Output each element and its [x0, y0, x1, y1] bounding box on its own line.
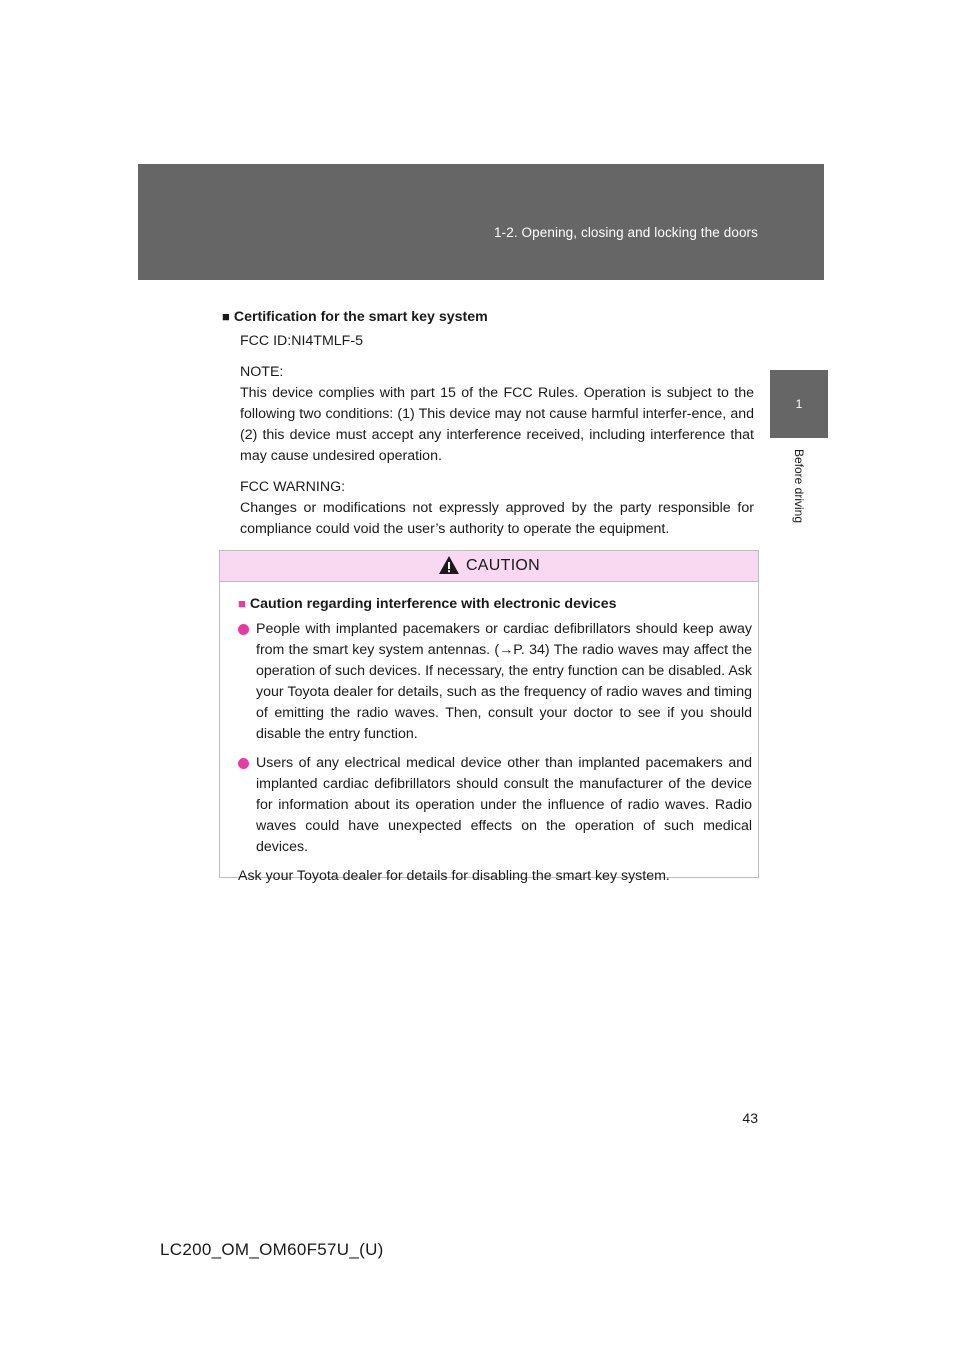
certification-heading-text: Certification for the smart key system: [233, 309, 488, 325]
circle-bullet-icon: [238, 619, 252, 640]
caution-header: [220, 551, 758, 582]
certification-heading: [222, 306, 754, 328]
chapter-label: Before driving: [792, 448, 806, 524]
warning-block: [240, 477, 754, 540]
caution-body: [220, 582, 758, 887]
section-title: 1-2. Opening, closing and locking the doors: [494, 225, 758, 240]
chapter-tab: [770, 370, 828, 438]
header-band: [138, 164, 824, 280]
warning-text: Changes or modifications not expressly approved by the party responsible for compliance could void the user’s authority to operate the equipment.: [240, 500, 754, 537]
list-item: [238, 753, 752, 858]
note-label: NOTE:: [240, 364, 284, 380]
circle-bullet-icon: [238, 753, 252, 774]
warning-triangle-icon: [438, 555, 460, 575]
caution-heading: [238, 593, 752, 615]
note-block: [240, 362, 754, 467]
chapter-number: 1: [795, 397, 803, 411]
note-text: This device complies with part 15 of the FCC Rules. Operation is subject to the following two conditions: (1) This device may not cause harmful interfer-ence, and (2) this device must accept any interference received, including interference that may cause undesired operation.: [240, 385, 754, 464]
document-code: LC200_OM_OM60F57U_(U): [160, 1240, 384, 1259]
list-item-text: Users of any electrical medical device other than implanted pacemakers and implanted cardiac defibrillators should consult the manufacturer of the device for information about its operation under the influence of radio waves. Radio waves could have unexpected effects on the operation of such medical devices.: [256, 755, 752, 855]
list-item-text: People with implanted pacemakers or cardiac defibrillators should keep away from the smart key system antennas. (→P. 34) The radio waves may affect the operation of such devices. If necessary, the entry function can be disabled. Ask your Toyota dealer for details, such as the frequency of radio waves and timing of emitting the radio waves. Then, consult your doctor to see if you should disable the entry function.: [256, 621, 752, 742]
caution-footer-note: Ask your Toyota dealer for details for disabling the smart key system.: [238, 868, 670, 884]
square-icon: ■: [222, 309, 230, 324]
page-number: 43: [742, 1110, 758, 1126]
square-icon: ■: [238, 596, 246, 611]
caution-title: CAUTION: [465, 557, 541, 574]
warning-label: FCC WARNING:: [240, 479, 346, 495]
list-item: [238, 619, 752, 745]
caution-heading-text: Caution regarding interference with electronic devices: [249, 596, 617, 612]
certification-section: [222, 306, 754, 550]
fcc-id: FCC ID:NI4TMLF-5: [240, 333, 363, 349]
caution-box: [219, 550, 759, 884]
